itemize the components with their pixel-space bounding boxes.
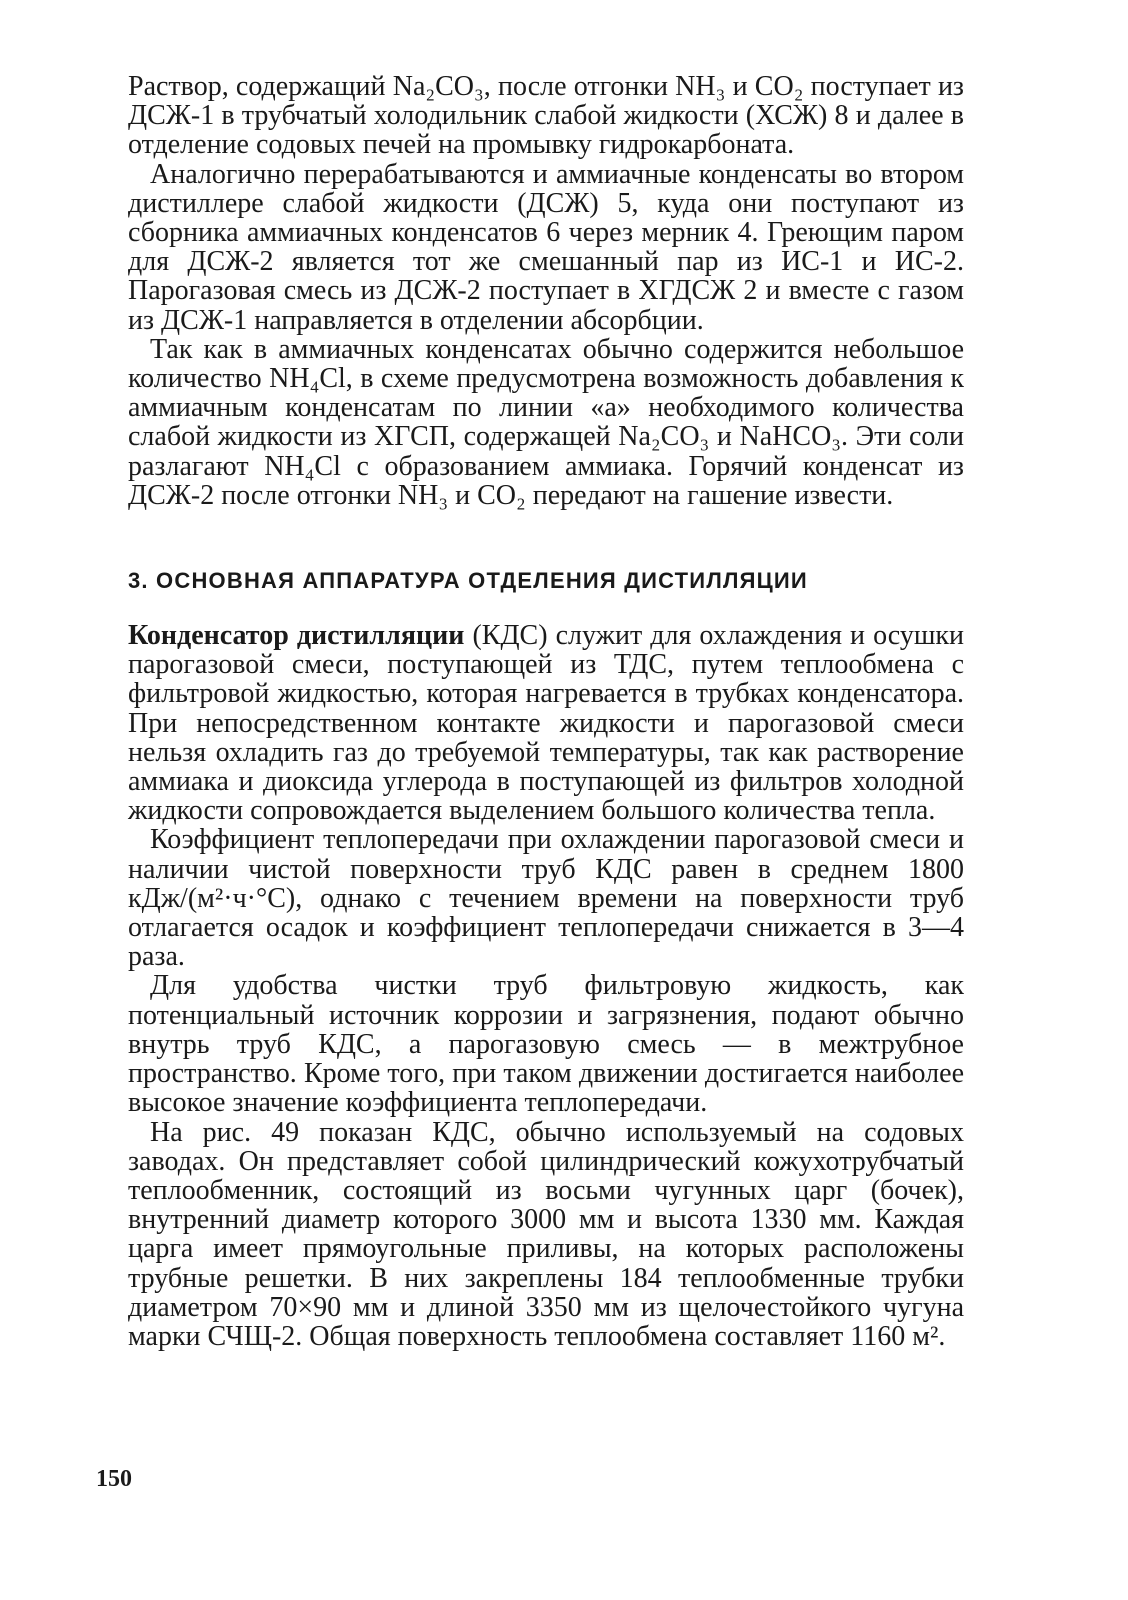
page-body	[128, 72, 964, 1351]
paragraph-6: Для удобства чистки труб фильтровую жидкость, как потенциальный источник коррозии и загрязнения, подают обычно внутрь труб КДС, а парогазовую смесь — в межтрубное пространство. Кроме того, при таком движении достигается наиболее высокое значение коэффициента теплопередачи.	[128, 970, 964, 1119]
section-body	[128, 621, 964, 1351]
section-lead-term: Конденсатор дистилляции	[128, 620, 465, 652]
section-lead-text: (КДС) служит для охлаждения и осушки парогазовой смеси, поступающей из ТДС, путем теплообмена с фильтровой жидкостью, которая нагревается в трубках конденсатора. При непосредственном контакте жидкости и парогазовой смеси нельзя охладить газ до требуемой температуры, так как растворение аммиака и диоксида углерода в поступающей из фильтров холодной жидкости сопровождается выделением большого количества тепла.	[128, 620, 964, 827]
paragraph-7: На рис. 49 показан КДС, обычно используемый на содовых заводах. Он представляет собой цилиндрический кожухотрубчатый теплообменник, состоящий из восьми чугунных царг (бочек), внутренний диаметр которого 3000 мм и высота 1330 мм. Каждая царга имеет прямоугольные приливы, на которых расположены трубные решетки. В них закреплены 184 теплообменные трубки диаметром 70×90 мм и длиной 3350 мм из щелочестойкого чугуна марки СЧЩ-2. Общая поверхность теплообмена составляет 1160 м².	[128, 1116, 964, 1352]
paragraph-3: Так как в аммиачных конденсатах обычно содержится небольшое количество NH₄Cl, в схеме предусмотрена возможность добавления к аммиачным конденсатам по линии «а» необходимого количества слабой жидкости из ХГСП, содержащей Na₂CO₃ и NaHCO₃. Эти соли разлагают NH₄Cl с образованием аммиака. Горячий конденсат из ДСЖ-2 после отгонки NH₃ и CO₂ передают на гашение извести.	[128, 333, 965, 511]
page-number: 150	[96, 1466, 132, 1492]
paragraph-5: Коэффициент теплопередачи при охлаждении парогазовой смеси и наличии чистой поверхности труб КДС равен в среднем 1800 кДж/(м²·ч·°С), однако с течением времени на поверхности труб отлагается осадок и коэффициент теплопередачи снижается в 3—4 раза.	[128, 824, 964, 973]
section-heading: 3. ОСНОВНАЯ АППАРАТУРА ОТДЕЛЕНИЯ ДИСТИЛЛЯЦИИ	[128, 568, 808, 594]
section-lead-paragraph	[128, 621, 964, 825]
paragraph-1: Раствор, содержащий Na₂CO₃, после отгонки NH₃ и CO₂ поступает из ДСЖ-1 в трубчатый холодильник слабой жидкости (ХСЖ) 8 и далее в отделение содовых печей на промывку гидрокарбоната.	[128, 71, 964, 161]
paragraph-2: Аналогично перерабатываются и аммиачные конденсаты во втором дистиллере слабой жидкости (ДСЖ) 5, куда они поступают из сборника аммиачных конденсатов 6 через мерник 4. Греющим паром для ДСЖ-2 является тот же смешанный пар из ИС-1 и ИС-2. Парогазовая смесь из ДСЖ-2 поступает в ХГДСЖ 2 и вместе с газом из ДСЖ-1 направляется в отделении абсорбции.	[128, 158, 964, 336]
